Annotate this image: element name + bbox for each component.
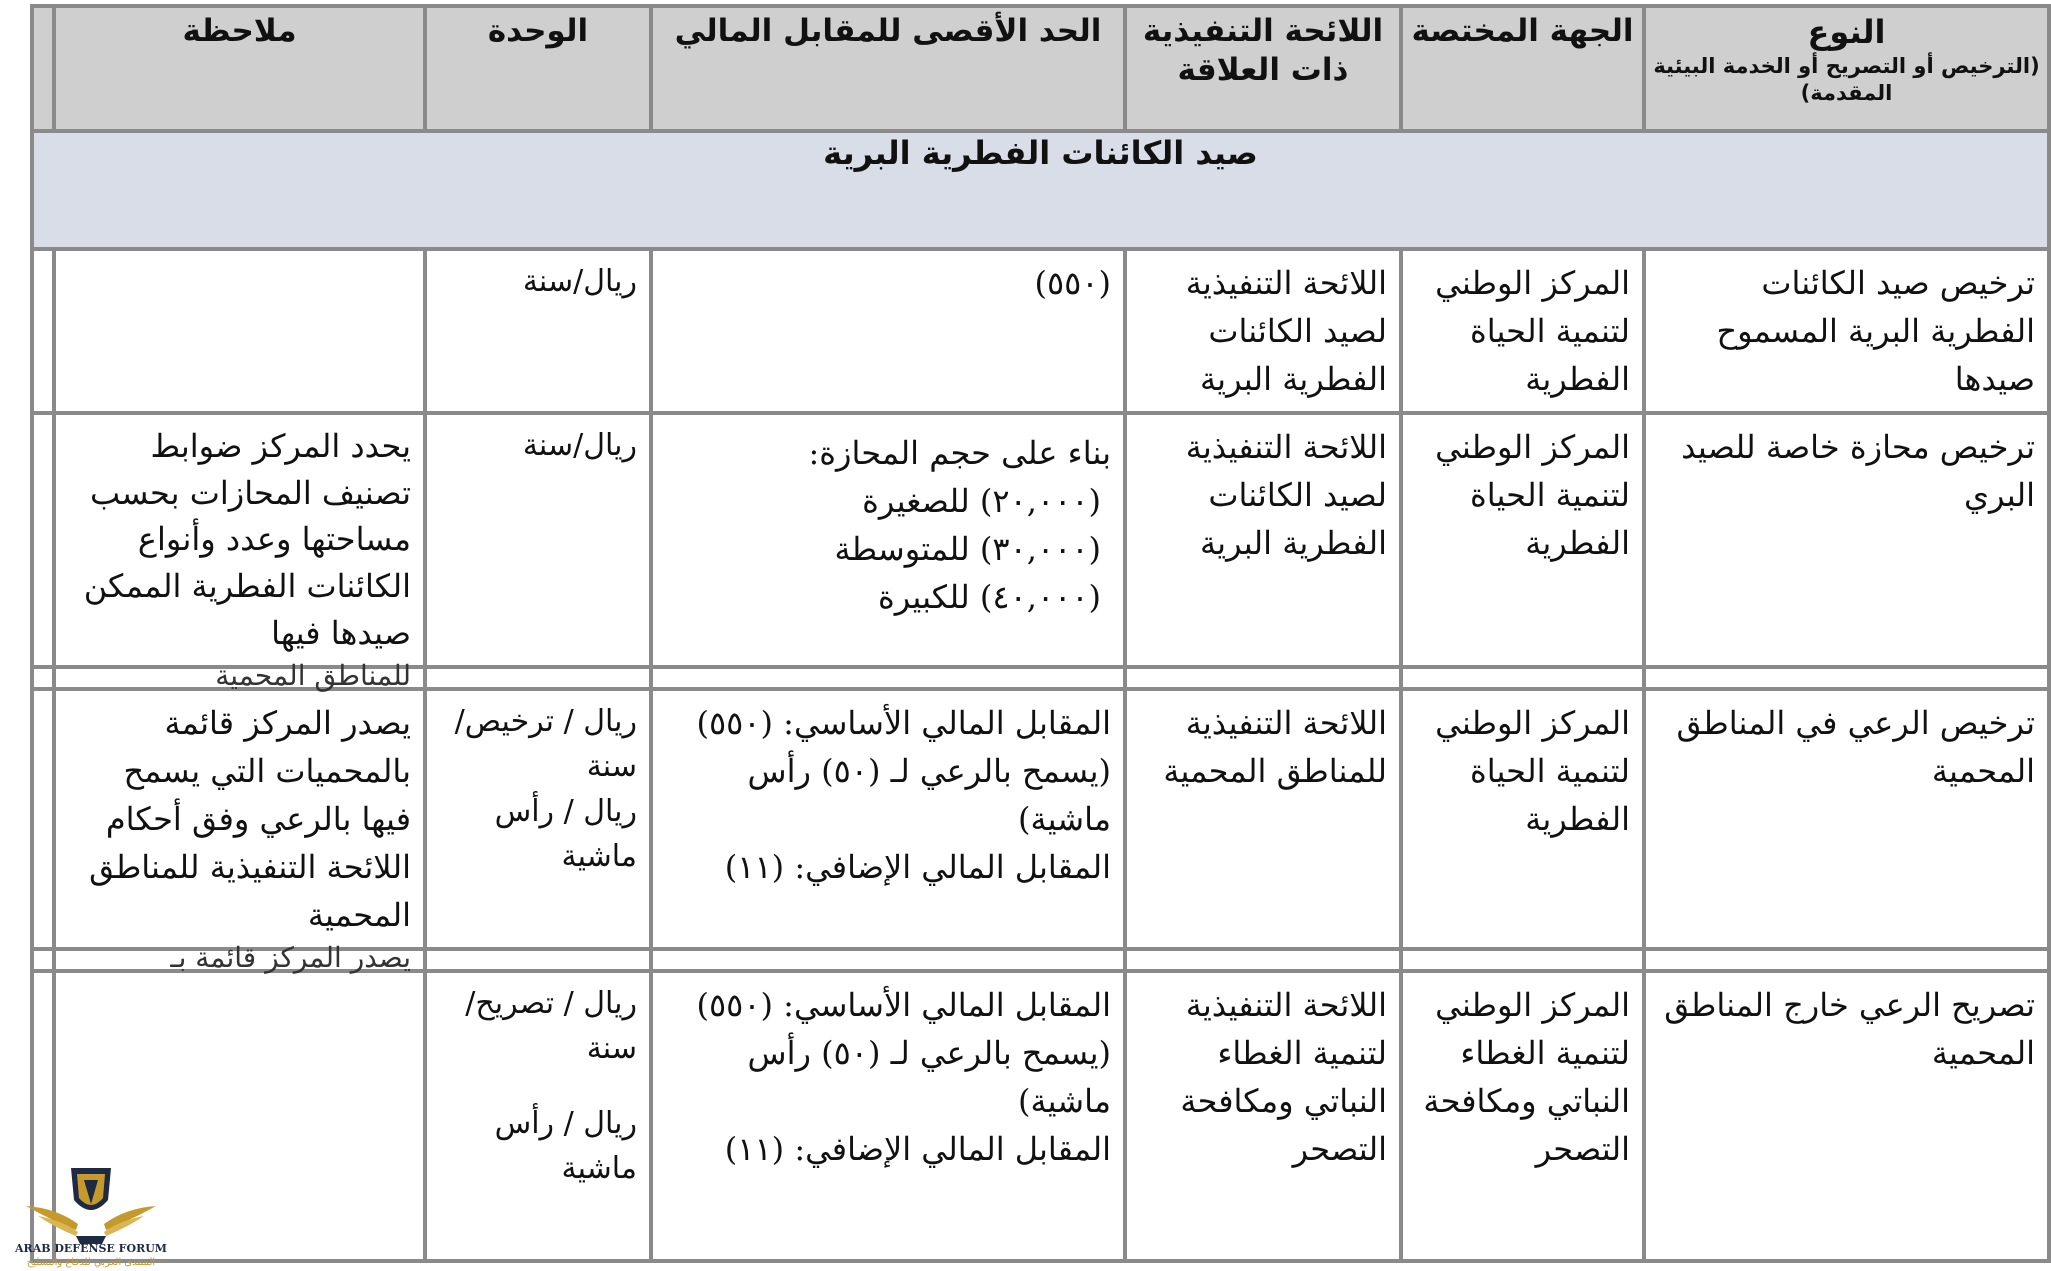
note-cell: يصدر المركز قائمة بالمحميات التي يسمح فيها بالرعي وفق أحكام اللائحة التنفيذية للمناطق المحمية — [54, 689, 425, 949]
type-cell: تصريح الرعي خارج المناطق المحمية — [1644, 971, 2049, 1261]
strip-cell — [32, 949, 54, 971]
unit-line: ريال / تصريح/ سنة — [465, 985, 637, 1066]
authority-cell: المركز الوطني لتنمية الحياة الفطرية — [1401, 249, 1644, 413]
strip-cell — [425, 949, 651, 971]
logo-subtitle: المنتدى العربي للدفاع والتسليح — [26, 1257, 156, 1268]
strip-cell — [651, 949, 1125, 971]
fee-cell — [651, 249, 1125, 413]
fee-line: المقابل المالي الإضافي: (١١) — [724, 847, 1111, 886]
type-cell: ترخيص الرعي في المناطق المحمية — [1644, 689, 2049, 949]
fee-line: المقابل المالي الإضافي: (١١) — [724, 1129, 1111, 1168]
fee-line: (٥٥٠) — [1034, 264, 1111, 302]
fee-line: (٢٠,٠٠٠) للصغيرة — [862, 482, 1101, 520]
type-cell: ترخيص صيد الكائنات الفطرية البرية المسموح صيدها — [1644, 249, 2049, 413]
fees-table — [30, 4, 2051, 1263]
header-note: ملاحظة — [54, 6, 425, 131]
fee-line: بناء على حجم المحازة: — [808, 434, 1111, 472]
forum-logo — [16, 1148, 166, 1268]
note-cell — [54, 249, 425, 413]
strip-cell — [1644, 949, 2049, 971]
unit-cell — [425, 249, 651, 413]
header-max-fee: الحد الأقصى للمقابل المالي — [651, 6, 1125, 131]
strip-cell — [32, 667, 54, 689]
fee-line: (يسمح بالرعي لـ (٥٠) رأس ماشية) — [747, 1033, 1111, 1120]
strip-cell — [1644, 667, 2049, 689]
authority-cell: المركز الوطني لتنمية الغطاء النباتي ومكافحة التصحر — [1401, 971, 1644, 1261]
fee-cell — [651, 971, 1125, 1261]
header-unit: الوحدة — [425, 6, 651, 131]
unit-line: ريال / ترخيص/ سنة — [454, 703, 637, 784]
fee-line: المقابل المالي الأساسي: (٥٥٠) — [696, 985, 1111, 1024]
unit-line: ريال/سنة — [522, 428, 637, 463]
strip-cell — [1401, 667, 1644, 689]
header-edge — [32, 6, 54, 131]
strip-cell — [425, 667, 651, 689]
scan-strip — [32, 667, 2049, 689]
strip-cell — [1125, 667, 1401, 689]
header-type — [1644, 6, 2049, 131]
section-row — [32, 131, 2049, 249]
header-type-subtitle: (الترخيص أو التصريح أو الخدمة البيئية المقدمة) — [1653, 53, 2040, 106]
unit-spacer — [439, 1071, 637, 1101]
strip-cell — [651, 667, 1125, 689]
fee-cell — [651, 689, 1125, 949]
unit-line: ريال / رأس ماشية — [494, 1105, 637, 1186]
fee-line: (٤٠,٠٠٠) للكبيرة — [878, 578, 1101, 616]
cut-off-note: للمناطق المحمية — [215, 658, 411, 692]
edge-cell — [32, 413, 54, 667]
fee-line: المقابل المالي الأساسي: (٥٥٠) — [696, 703, 1111, 742]
regulation-cell: اللائحة التنفيذية لصيد الكائنات الفطرية البرية — [1125, 249, 1401, 413]
table-row — [32, 249, 2049, 413]
unit-line: ريال / رأس ماشية — [494, 793, 637, 874]
edge-cell — [32, 249, 54, 413]
regulation-cell: اللائحة التنفيذية للمناطق المحمية — [1125, 689, 1401, 949]
cut-off-note: يصدر المركز قائمة بـ — [170, 940, 411, 974]
strip-cell — [1401, 949, 1644, 971]
authority-cell: المركز الوطني لتنمية الحياة الفطرية — [1401, 413, 1644, 667]
strip-cell — [1125, 949, 1401, 971]
unit-cell — [425, 689, 651, 949]
fee-line: (يسمح بالرعي لـ (٥٠) رأس ماشية) — [747, 751, 1111, 838]
edge-cell — [32, 689, 54, 949]
note-cell: يحدد المركز ضوابط تصنيف المحازات بحسب مساحتها وعدد وأنواع الكائنات الفطرية الممكن صيدها فيها — [54, 413, 425, 667]
section-title: صيد الكائنات الفطرية البرية — [32, 131, 2049, 249]
wings-emblem-icon — [26, 1168, 156, 1244]
header-regulation: اللائحة التنفيذية ذات العلاقة — [1125, 6, 1401, 131]
scan-strip — [32, 949, 2049, 971]
header-type-title: النوع — [1807, 13, 1886, 51]
logo-title: ARAB DEFENSE FORUM — [15, 1242, 167, 1255]
header-row — [32, 6, 2049, 131]
table-row — [32, 413, 2049, 667]
table-row — [32, 689, 2049, 949]
regulation-cell: اللائحة التنفيذية لصيد الكائنات الفطرية البرية — [1125, 413, 1401, 667]
fee-cell — [651, 413, 1125, 667]
header-authority: الجهة المختصة — [1401, 6, 1644, 131]
unit-cell — [425, 413, 651, 667]
table-row — [32, 971, 2049, 1261]
strip-cell — [54, 658, 425, 692]
unit-cell — [425, 971, 651, 1261]
regulation-cell: اللائحة التنفيذية لتنمية الغطاء النباتي ومكافحة التصحر — [1125, 971, 1401, 1261]
fee-line: (٣٠,٠٠٠) للمتوسطة — [834, 530, 1101, 568]
unit-line: ريال/سنة — [522, 264, 637, 299]
type-cell: ترخيص محازة خاصة للصيد البري — [1644, 413, 2049, 667]
strip-cell — [54, 940, 425, 974]
authority-cell: المركز الوطني لتنمية الحياة الفطرية — [1401, 689, 1644, 949]
